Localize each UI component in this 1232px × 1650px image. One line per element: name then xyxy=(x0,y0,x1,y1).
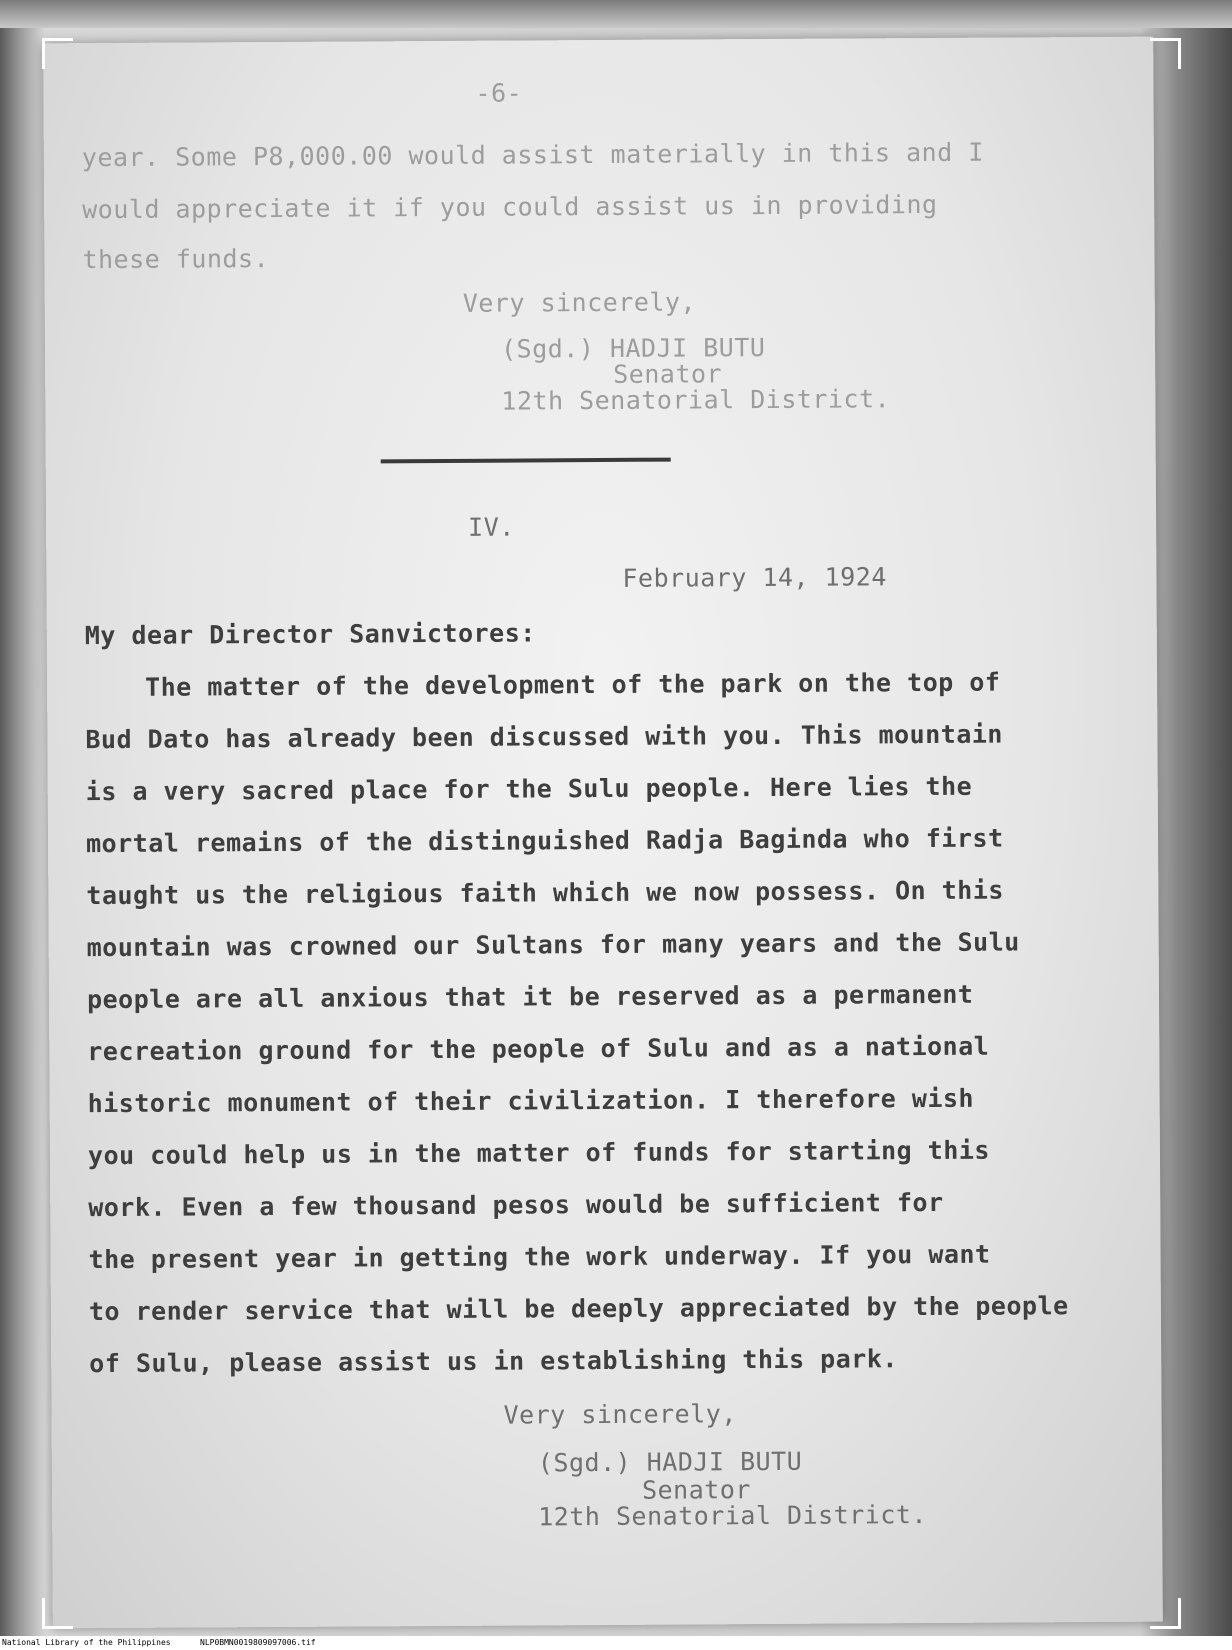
section-number: IV. xyxy=(468,512,515,542)
document-page xyxy=(43,37,1163,1629)
page-number: -6- xyxy=(475,78,523,108)
footer-filename: NLP0BMN0019809097006.tif xyxy=(200,1638,316,1647)
top-letter-title: Senator xyxy=(613,359,723,389)
body-line-12: the present year in getting the work underway. If you want xyxy=(88,1239,991,1275)
salutation: My dear Director Sanvictores: xyxy=(84,618,536,651)
top-letter-line-3: these funds. xyxy=(82,244,270,275)
scanner-top-strip xyxy=(0,0,1232,28)
body-line-3: is a very sacred place for the Sulu people. Here lies the xyxy=(85,771,973,807)
top-letter-signature: (Sgd.) HADJI BUTU xyxy=(500,332,766,364)
body-line-14: of Sulu, please assist us in establishing this park. xyxy=(89,1344,898,1379)
body-line-5: taught us the religious faith which we now possess. On this xyxy=(86,875,1004,911)
crop-mark-top-left xyxy=(42,38,73,69)
letter-date: February 14, 1924 xyxy=(622,562,887,593)
body-line-7: people are all anxious that it be reserved as a permanent xyxy=(86,979,974,1015)
footer-library: National Library of the Philippines xyxy=(2,1638,171,1647)
top-letter-line-2: would appreciate it if you could assist us in providing xyxy=(82,189,938,225)
scan-footer xyxy=(0,1636,1232,1650)
body-line-2: Bud Dato has already been discussed with you. This mountain xyxy=(85,719,1004,755)
bottom-letter-signature: (Sgd.) HADJI BUTU xyxy=(537,1446,803,1478)
body-line-4: mortal remains of the distinguished Radja Baginda who first xyxy=(85,823,1004,859)
section-divider xyxy=(381,458,671,464)
body-line-1: The matter of the development of the park on the top of xyxy=(145,667,1001,702)
body-line-9: historic monument of their civilization. I therefore wish xyxy=(87,1083,975,1119)
bottom-letter-closing: Very sincerely, xyxy=(503,1399,737,1430)
body-line-13: to render service that will be deeply appreciated by the people xyxy=(88,1291,1069,1327)
crop-mark-top-right xyxy=(1150,38,1181,69)
body-line-6: mountain was crowned our Sultans for many years and the Sulu xyxy=(86,927,1020,963)
bottom-letter-district: 12th Senatorial District. xyxy=(538,1500,928,1532)
top-letter-closing: Very sincerely, xyxy=(462,287,697,318)
body-line-10: you could help us in the matter of funds for starting this xyxy=(87,1135,991,1171)
crop-mark-bottom-right xyxy=(1150,1598,1181,1629)
body-line-8: recreation ground for the people of Sulu and as a national xyxy=(87,1031,990,1067)
body-line-11: work. Even a few thousand pesos would be sufficient for xyxy=(88,1187,944,1223)
top-letter-line-1: year. Some P8,000.00 would assist materially in this and I xyxy=(81,137,984,173)
bottom-letter-title: Senator xyxy=(641,1475,751,1505)
top-letter-district: 12th Senatorial District. xyxy=(501,384,891,416)
crop-mark-bottom-left xyxy=(42,1598,73,1629)
